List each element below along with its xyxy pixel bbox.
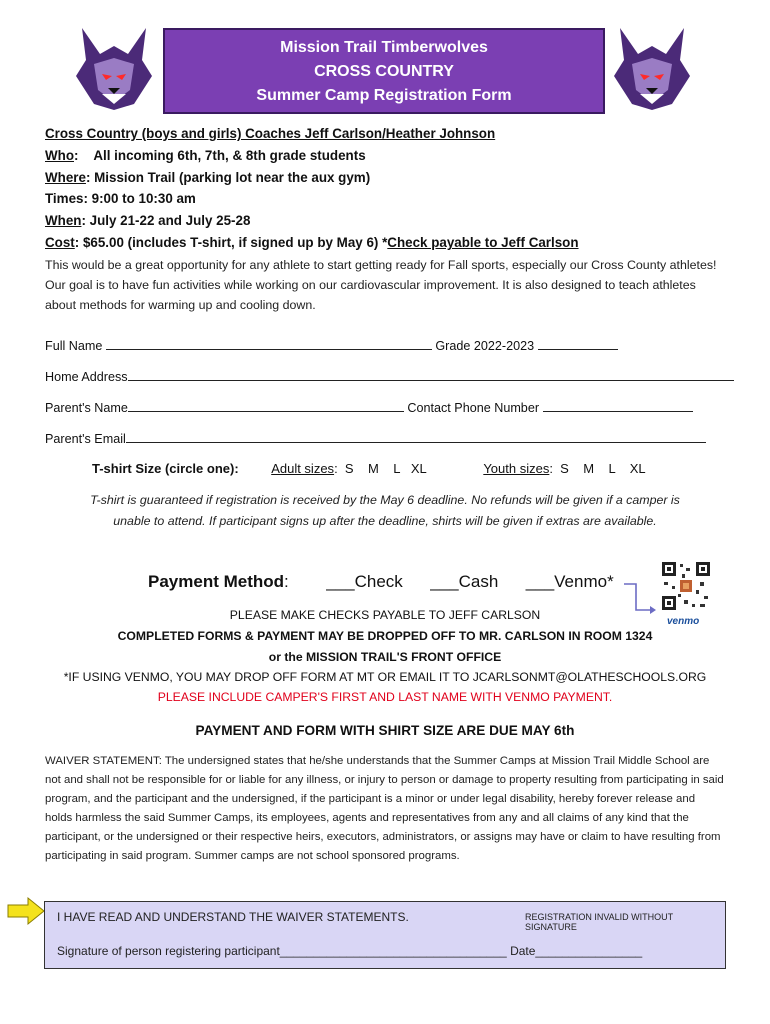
venmo-logo: venmo: [667, 616, 700, 627]
contact-phone-field[interactable]: [543, 399, 693, 412]
venmo-email-line: *IF USING VENMO, YOU MAY DROP OFF FORM AT MT OR EMAIL IT TO JCARLSONMT@OLATHESCHOOLS.ORG: [63, 670, 707, 684]
venmo-qr-code-icon: [660, 560, 712, 612]
grade-label: Grade 2022-2023: [435, 339, 535, 353]
when-label: When: [45, 213, 82, 228]
yellow-arrow-icon: [6, 896, 46, 926]
parent-name-row: [45, 399, 693, 415]
cost-label: Cost: [45, 235, 75, 250]
signature-field[interactable]: __________________________________: [279, 944, 507, 958]
sport-name: CROSS COUNTRY: [314, 63, 454, 80]
when-line: [45, 213, 250, 228]
home-address-row: [45, 368, 734, 384]
payment-check-option[interactable]: ___Check: [326, 572, 403, 591]
signature-row: [57, 944, 642, 958]
home-address-field[interactable]: [128, 368, 734, 381]
form-title: Summer Camp Registration Form: [256, 87, 512, 104]
checks-payable: PLEASE MAKE CHECKS PAYABLE TO JEFF CARLSON: [229, 608, 541, 622]
drop-off-line: COMPLETED FORMS & PAYMENT MAY BE DROPPED OFF TO MR. CARLSON IN ROOM 1324: [117, 629, 653, 643]
signature-box: [44, 901, 726, 969]
front-office-line: or the MISSION TRAIL'S FRONT OFFICE: [268, 650, 502, 664]
where-line: [45, 170, 370, 185]
tshirt-row: [92, 461, 646, 476]
payment-cash-option[interactable]: ___Cash: [430, 572, 499, 591]
parent-email-field[interactable]: [126, 430, 706, 443]
payment-colon: :: [284, 572, 289, 591]
home-address-label: Home Address: [45, 370, 128, 384]
wolf-mascot-icon: [72, 24, 156, 112]
parent-name-field[interactable]: [128, 399, 404, 412]
parent-email-row: [45, 430, 706, 446]
coaches-line: Cross Country (boys and girls) Coaches Jeff Carlson/Heather Johnson: [45, 126, 496, 141]
title-banner: [163, 28, 605, 114]
grade-field[interactable]: [538, 337, 618, 350]
times-line: Times: 9:00 to 10:30 am: [45, 191, 196, 206]
check-payable: Check payable to Jeff Carlson: [387, 235, 579, 250]
date-label: Date: [510, 944, 536, 958]
youth-sizes-label: Youth sizes: [483, 461, 550, 476]
wolf-mascot-icon: [610, 24, 694, 112]
description: This would be a great opportunity for any athlete to start getting ready for Fall sports, especially our Cross County athletes! Our goal is to have fun activities while working on our cardiovascular improvement. It is also designed to teach athletes about methods for warming up and cooling down.: [45, 258, 717, 312]
due-date-line: PAYMENT AND FORM WITH SHIRT SIZE ARE DUE MAY 6th: [195, 723, 575, 738]
tshirt-note-1: T-shirt is guaranteed if registration is received by the May 6 deadline. No refunds will be given if a camper is: [90, 493, 680, 507]
contact-phone-label: Contact Phone Number: [407, 401, 540, 415]
full-name-label: Full Name: [45, 339, 103, 353]
parent-email-label: Parent's Email: [45, 432, 126, 446]
tshirt-note-2: unable to attend. If participant signs up after the deadline, shirts will be given if extras are available.: [113, 514, 657, 528]
waiver-statement: WAIVER STATEMENT: The undersigned states that he/she understands that the Summer Camps at Mission Trail Middle School are not and shall not be responsible for or liable for any illness, or injury to person or damage to property resulting from participating in said program, and the participant and the undersigned, if the participant is a minor or under legal disability, hereby forever release and holds harmless the said Summer Camps, its employees, agents and representatives from any and all claims of any kind that the participant, or the undersigned or their respective heirs, executors, administrators, or assigns may have or claim to have resulting from participating in said program. Summer camps are not school sponsored programs.: [45, 755, 724, 862]
adult-sizes[interactable]: : S M L XL: [334, 461, 427, 476]
full-name-row: [45, 337, 618, 353]
where-value: : Mission Trail (parking lot near the aux gym): [85, 170, 371, 185]
full-name-field[interactable]: [106, 337, 432, 350]
payment-row: [148, 572, 614, 592]
youth-sizes[interactable]: : S M L XL: [549, 461, 646, 476]
parent-name-label: Parent's Name: [45, 401, 128, 415]
signature-label: Signature of person registering participant: [57, 944, 280, 958]
tshirt-label: T-shirt Size (circle one):: [92, 461, 239, 476]
payment-venmo-option[interactable]: ___Venmo*: [525, 572, 614, 591]
school-name: Mission Trail Timberwolves: [280, 39, 488, 56]
who-label: Who: [45, 148, 74, 163]
payment-label: Payment Method: [148, 572, 285, 591]
cost-line: [45, 235, 579, 250]
date-field[interactable]: ________________: [535, 944, 643, 958]
who-line: Who: All incoming 6th, 7th, & 8th grade students: [45, 148, 366, 163]
cost-value: : $65.00 (includes T-shirt, if signed up by May 6) *: [74, 235, 388, 250]
invalid-without-signature: REGISTRATION INVALID WITHOUT SIGNATURE: [525, 912, 674, 932]
where-label: Where: [45, 170, 86, 185]
adult-sizes-label: Adult sizes: [271, 461, 335, 476]
waiver-acknowledgement: I HAVE READ AND UNDERSTAND THE WAIVER STATEMENTS.: [57, 910, 409, 924]
when-value: : July 21-22 and July 25-28: [81, 213, 251, 228]
who-value: All incoming 6th, 7th, & 8th grade students: [93, 148, 366, 163]
venmo-name-line: PLEASE INCLUDE CAMPER'S FIRST AND LAST NAME WITH VENMO PAYMENT.: [157, 690, 613, 704]
